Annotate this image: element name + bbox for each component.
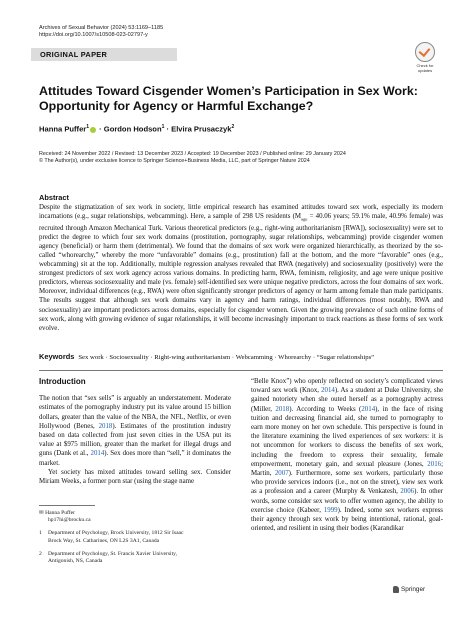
author-list	[39, 124, 234, 134]
citation-link[interactable]: 2014	[321, 387, 335, 395]
article-type-label: ORIGINAL PAPER	[40, 50, 108, 59]
introduction-heading: Introduction	[39, 377, 86, 386]
citation-link[interactable]: 2016	[427, 460, 442, 468]
author-3-affil: 2	[231, 124, 235, 130]
history-dates: Received: 24 November 2022 / Revised: 13 December 2023 / Accepted: 19 December 2023 / Published online: 29 January 2024	[39, 151, 346, 157]
journal-line: Archives of Sexual Behavior (2024) 53:1169–1185	[39, 25, 164, 31]
citation-link[interactable]: 2014	[90, 450, 105, 458]
corresponding-author: ✉ Hanna Puffer	[39, 510, 75, 516]
intro-right-column: “Belle Knox”) who openly reflected on society’s complicated views toward sex work (Knox, 2014). As a student at Duke University, she gained notoriety when she outed herself as a pornography actress (Miller, 2018). According to Weeks (2014), in the face of rising tuition and decreasing financial aid, she turned to pornography to earn more money on her own schedule. This perspective is found in the literature examining the lived experiences of sex workers: it is not uncommon for workers to discuss the benefits of sex work, including the freedom to express their sexuality, female empowerment, monetary gain, and sexual pleasure (Jones, 2016; Martin, 2007). Furthermore, some sex workers, particularly those who provide services indoors (i.e., not on the street), view sex work as a profession and a career (Murphy & Venkatesh, 2006). In other words, some consider sex work to offer women agency, the ability to exercise choice (Kabeer, 1999). Indeed, some sex workers express their agency through sex work by being intentional, rational, goal-oriented, and resilient in using their bodies (Karandikar	[251, 378, 444, 533]
title-line-2: Opportunity for Agency or Harmful Exchange?	[39, 99, 314, 113]
citation-link[interactable]: 2018	[98, 422, 113, 430]
keywords-heading: Keywords	[39, 352, 75, 361]
article-dates	[39, 151, 346, 165]
paper-title	[39, 84, 439, 114]
author-2-affil: 1	[161, 124, 165, 130]
citation-link[interactable]: 1999	[323, 506, 338, 514]
orcid-icon[interactable]	[90, 127, 96, 133]
author-separator: ·	[97, 124, 104, 134]
publisher-logo	[393, 586, 425, 593]
corresponding-email[interactable]: hp17hi@brocku.ca	[48, 517, 91, 524]
title-line-1: Attitudes Toward Cisgender Women’s Participation in Sex Work:	[39, 84, 418, 98]
affiliation-1: 1 Department of Psychology, Brock University, 1812 Sir Isaac Brock Way, St. Catharines, ON L2S 3A1, Canada	[39, 530, 184, 544]
publisher-name: Springer	[401, 586, 426, 594]
author-1-affil: 1	[86, 124, 90, 130]
abstract	[39, 193, 443, 333]
copyright-line: © The Author(s), under exclusive licence to Springer Science+Business Media, LLC, part of Springer Nature 2024	[39, 158, 310, 164]
author-2[interactable]: Gordon Hodson	[103, 124, 162, 134]
abstract-text: Despite the stigmatization of sex work in society, little empirical research has examined attitudes toward sex work, especially its modern incarnations (e.g., sugar relationships, webcamming). Here, a sample of 298 US residents ($M_{age} = 40.06$ years; 59.1% male, 40.9% female) was recruited through Amazon Mechanical Turk. Various theoretical predictors (e.g., right-wing authoritarianism [RWA]), sociosexuality) were set to predict the degree to which four sex work domains (prostitution, pornography, sugar relationships, webcamming) provide cisgender women agency (beneficial) or harm them (detrimental). We found that the domains of sex work were organized hierarchically, as theorized by the so-called “whorearchy,” whereby the more “unfavorable” domains (e.g., prostitution) fall at the bottom, and the more “favorable” ones (e.g., webcamming) sit at the top. Additionally, multiple regression analyses revealed that RWA (negatively) and sociosexuality (positively) were the strongest predictors of sex work agency across various domains. In predicting harm, RWA, feminism, religiosity, and age were unique positive predictors, whereas sociosexuality and male (vs. female) self-identified sex were unique negative predictors, across the four domains of sex work. Moreover, individual differences (e.g., RWA) were often significantly stronger predictors of agency or harm among female than male participants. The results suggest that although sex work domains vary in agency and harm ratings, individual differences (most notably, RWA and sociosexuality) are important predictors across domains, especially for cisgender women. Given the growing prevalence of such online forms of sex work, along with growing evidence of sugar relationships, it will become increasingly important to track reactions as these forms of sex work evolve.	[39, 204, 443, 332]
abstract-heading: Abstract	[39, 193, 69, 202]
footnote-divider	[39, 505, 95, 506]
citation-link[interactable]: 2018	[275, 405, 290, 413]
keywords	[39, 352, 443, 361]
citation-link[interactable]: 2007	[274, 470, 289, 478]
check-for-updates-line1: Check for	[416, 63, 434, 68]
intro-left-column	[39, 377, 231, 486]
citation-link[interactable]: 2006	[400, 488, 415, 496]
divider	[39, 370, 443, 371]
citation-link[interactable]: 2014	[361, 405, 376, 413]
author-1[interactable]: Hanna Puffer	[39, 124, 87, 134]
intro-paragraph-1: The notion that “sex sells” is arguably an understatement. Moderate estimates of the pornography industry put its value around 15 billion dollars, greater than the value of the NBA, the NFL, Netflix, or even Hollywood (Benes, 2018). Estimates of the prostitution industry based on data collected from just seven cities in the USA put its value at $975 million, greater than the market for illegal drugs and guns (Dank et al., 2014). Sex does more than “sell,” it dominates the market.	[39, 395, 231, 467]
intro-paragraph-2: Yet society has mixed attitudes toward selling sex. Consider Miriam Weeks, a former porn star (using the stage name	[39, 468, 231, 486]
check-for-updates[interactable]	[412, 42, 438, 73]
author-3[interactable]: Elvira Prusaczyk	[171, 124, 232, 134]
check-for-updates-icon	[415, 42, 435, 62]
check-for-updates-line2: updates	[417, 68, 433, 73]
footnotes	[39, 510, 231, 565]
envelope-icon: ✉	[39, 510, 44, 516]
springer-horse-icon	[393, 586, 399, 593]
age-subscript: age	[301, 216, 308, 222]
article-type-banner	[31, 48, 177, 61]
author-separator: ·	[164, 124, 172, 134]
keywords-list: Sex work · Sociosexuality · Right-wing authoritarianism · Webcamming · Whorearchy · “Sugar relationships”	[78, 354, 375, 361]
affiliation-2: 2 Department of Psychology, St. Francis Xavier University, Antigonish, NS, Canada	[39, 550, 177, 565]
doi-link[interactable]: https://doi.org/10.1007/s10508-023-02797-y	[39, 32, 148, 38]
